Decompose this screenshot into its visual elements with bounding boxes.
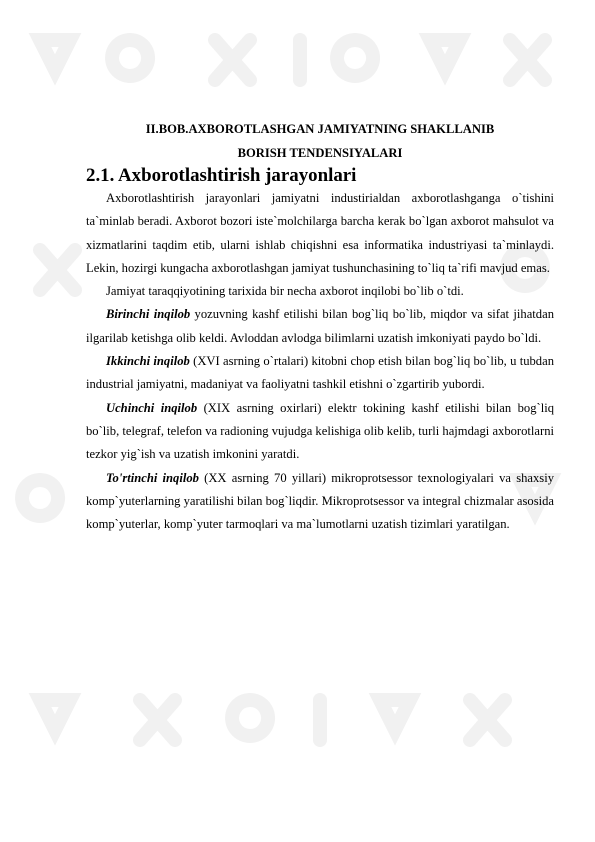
paragraph-text: Axborotlashtirish jarayonlari jamiyatni industirialdan axborotlashganga o`tishini ta`minlab beradi. Axborot bozori iste`molchilarga barcha kerak bo`lgan axborot mahsulot va xizmatlarini taqdim etib, ularni ishlab chiqishni esa informatika industriyasi ta`minlaydi. Lekin, hozirgi kungacha axborotlashgan jamiyat tushunchasining to`liq ta`rifi mavjud emas.: [86, 191, 554, 275]
chapter-title-line-1: II.BOB.AXBOROTLASHGAN JAMIYATNING SHAKLLANIB: [145, 122, 495, 136]
paragraph-lead-term: Uchinchi inqilob: [106, 400, 198, 415]
document-page: [86, 118, 554, 536]
paragraph-intro: [86, 187, 554, 280]
paragraph-text: yozuvning kashf etilishi bilan bog`liq bo`lib, miqdor va sifat jihatdan ilgarilab ketishga olib keldi. Avloddan avlodga bilimlarni uzatish imkoniyati paydo bo`ldi.: [86, 307, 554, 345]
paragraph-second-revolution: [86, 350, 554, 397]
paragraph-fourth-revolution: [86, 467, 554, 537]
chapter-title: [86, 118, 554, 165]
paragraph-text: (XIX asrning oxirlari) elektr tokining kashf etilishi bilan bog`liq bo`lib, telegraf, telefon va radioning vujudga kelishiga olib kelib, turli hajmdagi axborotlarni tezkor yig`ish va uzatish imkonini yaratdi.: [86, 400, 554, 462]
paragraph-lead-term: Ikkinchi inqilob: [106, 354, 190, 369]
paragraph-text: (XX asrning 70 yillari) mikroprotsessor texnologiyalari va shaxsiy komp`yuterlarning yaratilishi bilan bog`liqdir. Mikroprotsessor va integral chizmalar asosida komp`yuterlar, komp`yuter tarmoqlari va ma`lumotlarni uzatish tizimlari yaratilgan.: [86, 470, 554, 532]
paragraph-third-revolution: [86, 397, 554, 467]
paragraph-text: Jamiyat taraqqiyotining tarixida bir necha axborot inqilobi bo`lib o`tdi.: [106, 284, 464, 299]
paragraph-revolutions-intro: [86, 280, 554, 303]
section-title: 2.1. Axborotlashtirish jarayonlari: [86, 165, 357, 186]
chapter-title-line-2: BORISH TENDENSIYALARI: [237, 145, 403, 160]
paragraph-first-revolution: [86, 303, 554, 350]
paragraph-lead-term: Birinchi inqilob: [106, 307, 191, 322]
paragraph-lead-term: To'rtinchi inqilob: [106, 470, 199, 485]
paragraph-text: (XVI asrning o`rtalari) kitobni chop etish bilan bog`liq bo`lib, u tubdan industrial jamiyatni, madaniyat va faoliyatni tashkil etishni o`zgartirib yubordi.: [86, 354, 554, 392]
